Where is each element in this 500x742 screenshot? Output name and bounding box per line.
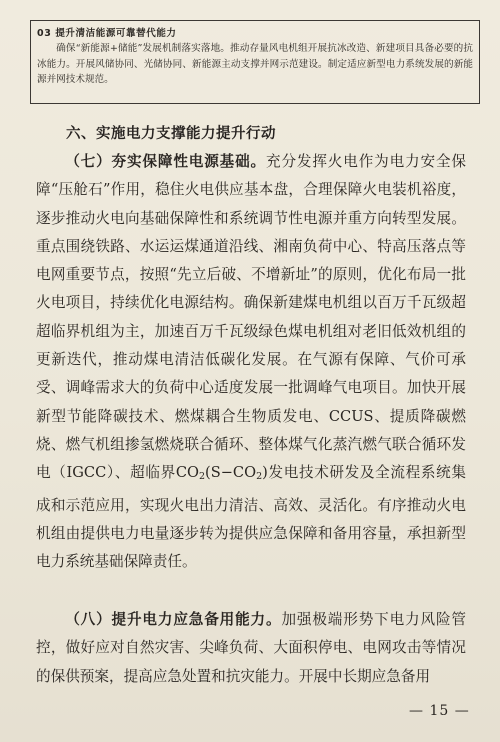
page-number: — 15 — xyxy=(409,703,470,719)
info-box xyxy=(30,20,480,104)
co2-subscript-1: 2 xyxy=(198,471,205,483)
paragraph-seven-lead: （七）夯实保障性电源基础。 xyxy=(65,153,267,170)
paragraph-seven-text-b: (S−CO xyxy=(205,464,257,482)
paragraph-seven-text-c: )发电技术研发及全流程系统集成和示范应用，实现火电出力清洁、高效、灵活化。有序推动火电机组由提供电力电量逐步转为提供应急保障和备用容量，承担新型电力系统基础保障责任。 xyxy=(36,464,466,571)
co2-subscript-2: 2 xyxy=(256,471,263,483)
paragraph-eight-text: 加强极端形势下电力风险管控，做好应对自然灾害、尖峰负荷、大面积停电、电网攻击等情况的保供预案，提高应急处置和抗灾能力。开展中长期应急备用 xyxy=(36,611,466,685)
info-box-body: 确保“新能源+储能”发展机制落实落地。推动存量风电机组开展抗冰改造、新建项目具备必要的抗冰能力。开展风储协同、光储协同、新能源主动支撑并网示范建设。制定适应新型电力系统发展的新能源并网技术规范。 xyxy=(37,43,473,85)
paragraph-seven-text-a: 充分发挥火电作为电力安全保障“压舱石”作用，稳住火电供应基本盘，合理保障火电装机裕度，逐步推动火电向基础保障性和系统调节性电源并重方向转型发展。重点围绕铁路、水运运煤通道沿线、湘南负荷中心、特高压落点等电网重要节点，按照“先立后破、不增新址”的原则，优化布局一批火电项目，持续优化电源结构。确保新建煤电机组以百万千瓦级超超临界机组为主，加速百万千瓦级绿色煤电机组对老旧低效机组的更新迭代，推动煤电清洁低碳化发展。在气源有保障、气价可承受、调峰需求大的负荷中心适度发展一批调峰气电项目。加快开展新型节能降碳技术、燃煤耦合生物质发电、CCUS、提质降碳燃烧、燃气机组掺氢燃烧联合循环、整体煤气化蒸汽燃气联合循环发电（IGCC）、超临界CO xyxy=(36,153,466,482)
paragraph-eight xyxy=(36,606,466,691)
paragraph-seven xyxy=(36,148,466,576)
paragraph-eight-lead: （八）提升电力应急备用能力。 xyxy=(65,611,282,628)
section-heading: 六、实施电力支撑能力提升行动 xyxy=(66,126,276,142)
info-box-title: 03 提升清洁能源可靠替代能力 xyxy=(37,28,177,39)
